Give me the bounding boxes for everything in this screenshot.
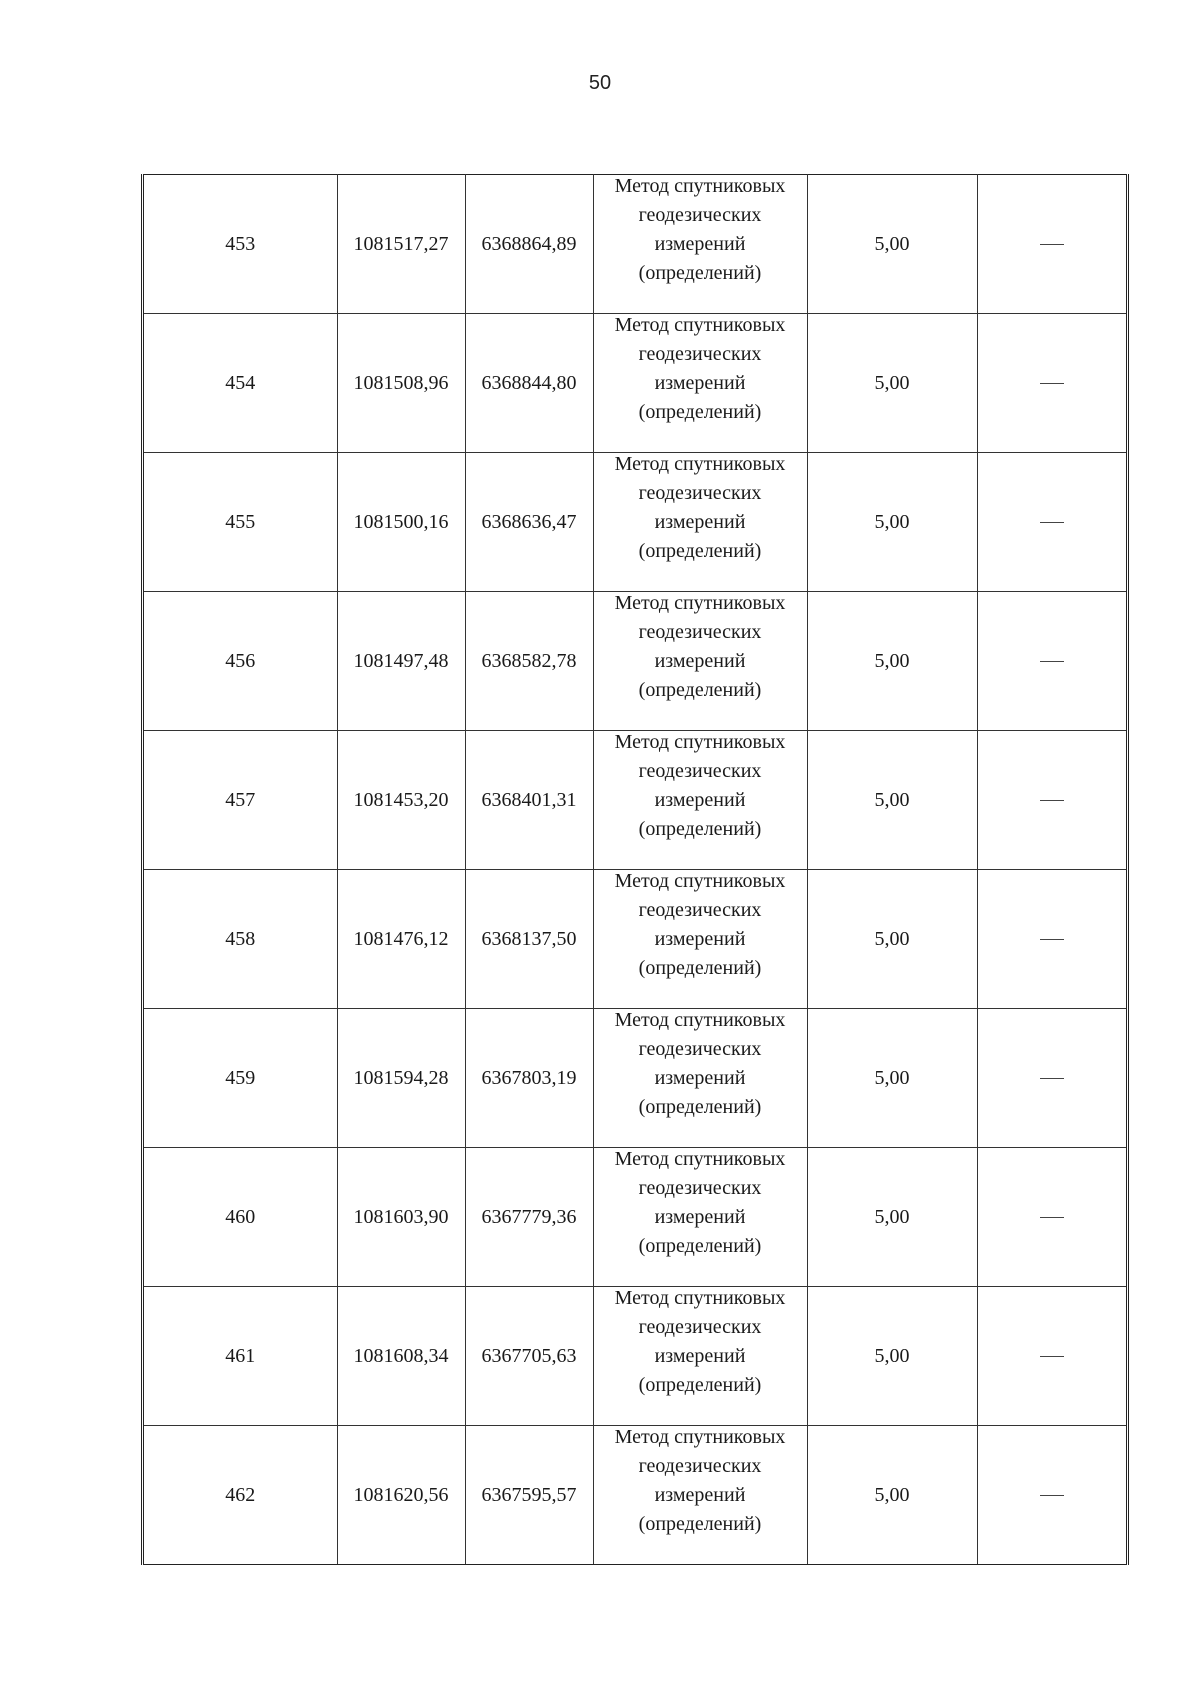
- x-coordinate-cell: 1081608,34: [337, 1287, 465, 1426]
- x-coordinate-cell: 1081476,12: [337, 870, 465, 1009]
- point-number-cell: 457: [144, 731, 337, 870]
- coordinates-table-frame: [141, 174, 1129, 1565]
- method-cell: [593, 1009, 807, 1148]
- description-text: [1064, 925, 1065, 926]
- description-cell: [977, 1148, 1126, 1287]
- dash-mark: [1040, 1495, 1064, 1496]
- accuracy-cell: 5,00: [807, 1009, 977, 1148]
- table-row: [144, 453, 1126, 592]
- table-row: [144, 1426, 1126, 1565]
- table-row: [144, 1287, 1126, 1426]
- x-coordinate-cell: 1081497,48: [337, 592, 465, 731]
- y-coordinate-cell: 6367595,57: [465, 1426, 593, 1565]
- table-body: [144, 175, 1126, 1565]
- x-coordinate-cell: 1081500,16: [337, 453, 465, 592]
- point-number-cell: 455: [144, 453, 337, 592]
- table-row: [144, 314, 1126, 453]
- point-number-cell: 462: [144, 1426, 337, 1565]
- x-coordinate-cell: 1081620,56: [337, 1426, 465, 1565]
- y-coordinate-cell: 6368137,50: [465, 870, 593, 1009]
- y-coordinate-cell: 6367803,19: [465, 1009, 593, 1148]
- dash-mark: [1040, 244, 1064, 245]
- method-cell: [593, 1287, 807, 1426]
- description-cell: [977, 592, 1126, 731]
- dash-mark: [1040, 661, 1064, 662]
- method-cell: [593, 731, 807, 870]
- description-cell: [977, 731, 1126, 870]
- y-coordinate-cell: 6368401,31: [465, 731, 593, 870]
- accuracy-cell: 5,00: [807, 175, 977, 314]
- dash-mark: [1040, 1078, 1064, 1079]
- method-text: Метод спутниковых геодезических измерений (определений): [614, 1426, 786, 1535]
- point-number-cell: 453: [144, 175, 337, 314]
- y-coordinate-cell: 6368864,89: [465, 175, 593, 314]
- table-row: [144, 731, 1126, 870]
- description-text: [1064, 508, 1065, 509]
- x-coordinate-cell: 1081517,27: [337, 175, 465, 314]
- description-text: [1064, 1342, 1065, 1343]
- table-row: [144, 1009, 1126, 1148]
- description-cell: [977, 1426, 1126, 1565]
- accuracy-cell: 5,00: [807, 1426, 977, 1565]
- description-text: [1064, 647, 1065, 648]
- method-cell: [593, 453, 807, 592]
- y-coordinate-cell: 6367705,63: [465, 1287, 593, 1426]
- description-cell: [977, 175, 1126, 314]
- method-text: Метод спутниковых геодезических измерений (определений): [614, 1148, 786, 1257]
- description-text: [1064, 1203, 1065, 1204]
- y-coordinate-cell: 6368844,80: [465, 314, 593, 453]
- accuracy-cell: 5,00: [807, 870, 977, 1009]
- x-coordinate-cell: 1081603,90: [337, 1148, 465, 1287]
- method-text: Метод спутниковых геодезических измерений (определений): [614, 592, 786, 701]
- method-text: Метод спутниковых геодезических измерений (определений): [614, 1287, 786, 1396]
- description-text: [1064, 1481, 1065, 1482]
- dash-mark: [1040, 522, 1064, 523]
- description-text: [1064, 786, 1065, 787]
- accuracy-cell: 5,00: [807, 1287, 977, 1426]
- dash-mark: [1040, 800, 1064, 801]
- method-cell: [593, 314, 807, 453]
- accuracy-cell: 5,00: [807, 453, 977, 592]
- accuracy-cell: 5,00: [807, 1148, 977, 1287]
- method-text: Метод спутниковых геодезических измерений (определений): [614, 453, 786, 562]
- description-cell: [977, 314, 1126, 453]
- table-row: [144, 175, 1126, 314]
- description-cell: [977, 1009, 1126, 1148]
- x-coordinate-cell: 1081453,20: [337, 731, 465, 870]
- accuracy-cell: 5,00: [807, 314, 977, 453]
- point-number-cell: 458: [144, 870, 337, 1009]
- method-text: Метод спутниковых геодезических измерений (определений): [614, 175, 786, 284]
- y-coordinate-cell: 6368582,78: [465, 592, 593, 731]
- point-number-cell: 461: [144, 1287, 337, 1426]
- y-coordinate-cell: 6367779,36: [465, 1148, 593, 1287]
- x-coordinate-cell: 1081594,28: [337, 1009, 465, 1148]
- dash-mark: [1040, 1356, 1064, 1357]
- method-cell: [593, 175, 807, 314]
- method-text: Метод спутниковых геодезических измерений (определений): [614, 1009, 786, 1118]
- method-cell: [593, 870, 807, 1009]
- table-row: [144, 592, 1126, 731]
- dash-mark: [1040, 939, 1064, 940]
- description-text: [1064, 369, 1065, 370]
- method-text: Метод спутниковых геодезических измерений (определений): [614, 731, 786, 840]
- accuracy-cell: 5,00: [807, 592, 977, 731]
- point-number-cell: 459: [144, 1009, 337, 1148]
- description-text: [1064, 230, 1065, 231]
- x-coordinate-cell: 1081508,96: [337, 314, 465, 453]
- accuracy-cell: 5,00: [807, 731, 977, 870]
- method-cell: [593, 1426, 807, 1565]
- method-cell: [593, 1148, 807, 1287]
- method-text: Метод спутниковых геодезических измерений (определений): [614, 870, 786, 979]
- description-cell: [977, 870, 1126, 1009]
- dash-mark: [1040, 383, 1064, 384]
- description-text: [1064, 1064, 1065, 1065]
- method-text: Метод спутниковых геодезических измерений (определений): [614, 314, 786, 423]
- table-row: [144, 870, 1126, 1009]
- description-cell: [977, 1287, 1126, 1426]
- y-coordinate-cell: 6368636,47: [465, 453, 593, 592]
- coordinates-table: [144, 174, 1126, 1565]
- method-cell: [593, 592, 807, 731]
- dash-mark: [1040, 1217, 1064, 1218]
- table-row: [144, 1148, 1126, 1287]
- point-number-cell: 454: [144, 314, 337, 453]
- description-cell: [977, 453, 1126, 592]
- page-number: 50: [588, 72, 612, 94]
- point-number-cell: 460: [144, 1148, 337, 1287]
- point-number-cell: 456: [144, 592, 337, 731]
